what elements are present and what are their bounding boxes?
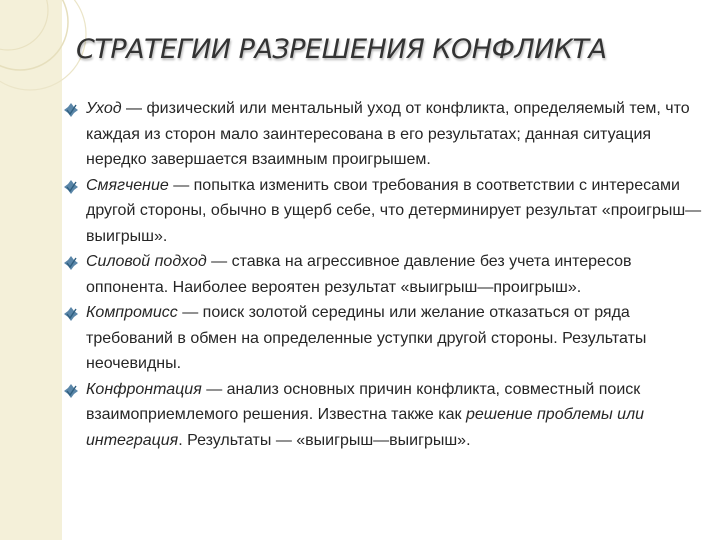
bullet-text: — попытка изменить свои требования в соответствии с интересами другой стороны, обычно в ущерб себе, что детерминирует результат «проигрыш—выигрыш».	[86, 176, 702, 245]
bullet-term: Уход	[86, 100, 122, 117]
bullet-item	[64, 300, 704, 377]
bullet-term: Компромисс	[86, 304, 178, 321]
checkmark-diamond-icon	[64, 256, 78, 270]
bullet-text: — физический или ментальный уход от конфликта, определяемый тем, что каждая из сторон мало заинтересована в его результатах; данная ситуация нередко завершается взаимным проигрышем.	[86, 100, 690, 168]
bullet-term: Силовой подход	[86, 253, 207, 270]
bullet-text: — поиск золотой середины или желание отказаться от ряда требований в обмен на определенные уступки другой стороны. Результаты неочевидны.	[86, 304, 647, 372]
checkmark-diamond-icon	[64, 180, 78, 194]
bullet-text: — ставка на агрессивное давление без учета интересов оппонента. Наиболее вероятен результат «выигрыш—проигрыш».	[86, 253, 632, 296]
bullet-item	[64, 249, 704, 300]
bullet-text: — анализ основных причин конфликта, совместный поиск взаимоприемлемого решения. Известна также как	[86, 380, 641, 423]
bullet-item	[64, 377, 704, 454]
bullet-list	[64, 96, 704, 453]
checkmark-diamond-icon	[64, 103, 78, 117]
slide-title: СТРАТЕГИИ РАЗРЕШЕНИЯ КОНФЛИКТА	[76, 34, 607, 65]
checkmark-diamond-icon	[64, 307, 78, 321]
bullet-item	[64, 173, 704, 250]
bullet-emphasis: решение проблемы или интеграция	[86, 406, 644, 449]
bullet-term: Смягчение	[86, 176, 169, 194]
bullet-term: Конфронтация	[86, 380, 202, 398]
bullet-tail: . Результаты — «выигрыш—выигрыш».	[178, 431, 471, 449]
bullet-item	[64, 96, 704, 173]
checkmark-diamond-icon	[64, 384, 78, 398]
